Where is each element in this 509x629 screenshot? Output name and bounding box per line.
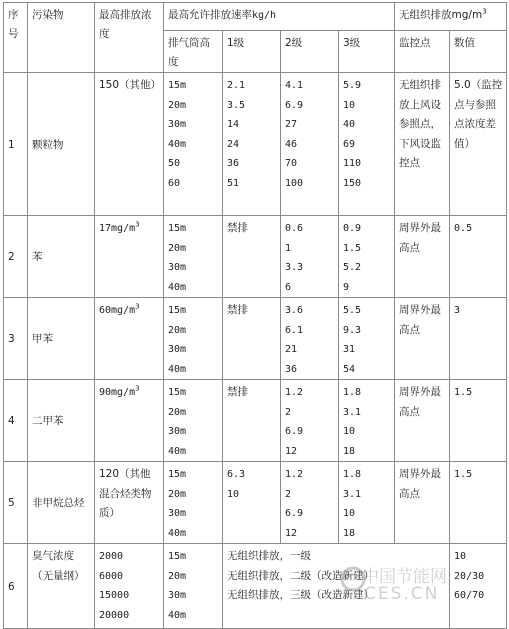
table-row xyxy=(4,298,507,380)
header-value: 数值 xyxy=(450,31,507,73)
row-concentration: $90mg/m^3$ xyxy=(95,380,164,462)
row-level-1: 禁排 xyxy=(223,216,281,298)
row-value: 5.0（监控点与参照点浓度差值） xyxy=(450,73,507,216)
row-level-1: 6.3 10 xyxy=(223,462,281,544)
table-row xyxy=(4,73,507,216)
table-row xyxy=(4,544,507,629)
row-level-2: 1.2 2 6.9 12 xyxy=(281,380,339,462)
row-level-3: 0.9 1.5 5.2 9 xyxy=(339,216,395,298)
row-level-1: 禁排 xyxy=(223,380,281,462)
row-no: 3 xyxy=(4,298,28,380)
watermark-domain: CES.CN xyxy=(364,584,440,604)
table-row xyxy=(4,216,507,298)
row-no: 1 xyxy=(4,73,28,216)
row-heights: 15m 20m 30m 40m xyxy=(164,298,223,380)
header-stack-height: 排气筒高度 xyxy=(164,31,223,73)
row-monitor-point: 无组织排放上风设参照点，下风设监控点 xyxy=(395,73,450,216)
header-max-rate: 最高允许排放速率kg/h xyxy=(164,3,395,31)
row-no: 4 xyxy=(4,380,28,462)
row-concentration: $17mg/m^3$ xyxy=(95,216,164,298)
row-level-2: 0.6 1 3.3 6 xyxy=(281,216,339,298)
header-level-3: 3级 xyxy=(339,31,395,73)
header-pollutant: 污染物 xyxy=(28,3,95,73)
header-max-concentration: 最高排放浓度 xyxy=(95,3,164,73)
row-heights: 15m 20m 30m 40m xyxy=(164,216,223,298)
row-value: 0.5 xyxy=(450,216,507,298)
header-fugitive: 无组织排放$mg/m^3$ xyxy=(395,3,507,31)
row-level-1: 2.1 3.5 14 24 36 51 xyxy=(223,73,281,216)
row-pollutant: 颗粒物 xyxy=(28,73,95,216)
row-value: 1.5 xyxy=(450,462,507,544)
header-no: 序号 xyxy=(4,3,28,73)
row-level-3: 5.5 9.3 31 54 xyxy=(339,298,395,380)
row-concentration: 2000 6000 15000 20000 xyxy=(95,544,164,629)
row-pollutant: 苯 xyxy=(28,216,95,298)
row-heights: 15m 20m 30m 40m xyxy=(164,462,223,544)
row-pollutant: 甲苯 xyxy=(28,298,95,380)
row-monitor-point: 周界外最高点 xyxy=(395,462,450,544)
row-concentration: $60mg/m^3$ xyxy=(95,298,164,380)
row-level-2: 1.2 2 6.9 12 xyxy=(281,462,339,544)
row-monitor-point: 周界外最高点 xyxy=(395,216,450,298)
row-heights: 15m 20m 30m 40m xyxy=(164,544,223,629)
header-level-2: 2级 xyxy=(281,31,339,73)
row-level-3: 1.8 3.1 10 18 xyxy=(339,462,395,544)
row-pollutant: 非甲烷总烃 xyxy=(28,462,95,544)
header-level-1: 1级 xyxy=(223,31,281,73)
row-monitor-point: 周界外最高点 xyxy=(395,380,450,462)
watermark-text: 中国节能网 xyxy=(362,567,447,587)
row-heights: 15m 20m 30m 40m xyxy=(164,380,223,462)
row-monitor-point: 周界外最高点 xyxy=(395,298,450,380)
row-value: 1.5 xyxy=(450,380,507,462)
row-value: 3 xyxy=(450,298,507,380)
row-no: 2 xyxy=(4,216,28,298)
row-no: 5 xyxy=(4,462,28,544)
row-level-3: 5.9 10 40 69 110 150 xyxy=(339,73,395,216)
emission-standards-table xyxy=(3,2,507,629)
row-level-2: 4.1 6.9 27 46 70 100 xyxy=(281,73,339,216)
row-pollutant: 臭气浓度（无量纲） xyxy=(28,544,95,629)
row-level-3: 1.8 3.1 10 18 xyxy=(339,380,395,462)
row-pollutant: 二甲苯 xyxy=(28,380,95,462)
table-row xyxy=(4,462,507,544)
row-heights: 15m 20m 30m 40m 50 60 xyxy=(164,73,223,216)
table-row xyxy=(4,380,507,462)
row-concentration: 150（其他） xyxy=(95,73,164,216)
row-value: 10 20/30 60/70 xyxy=(450,544,507,629)
row-no: 6 xyxy=(4,544,28,629)
header-monitor-point: 监控点 xyxy=(395,31,450,73)
row-concentration: 120（其他混合烃类物质） xyxy=(95,462,164,544)
row-level-2: 3.6 6.1 21 36 xyxy=(281,298,339,380)
row-level-1: 禁排 xyxy=(223,298,281,380)
row-odor-merged-cell: 无组织排放，一级 无组织排放，二级（改造新建） 无组织排放，三级（改造新建） xyxy=(223,544,450,629)
